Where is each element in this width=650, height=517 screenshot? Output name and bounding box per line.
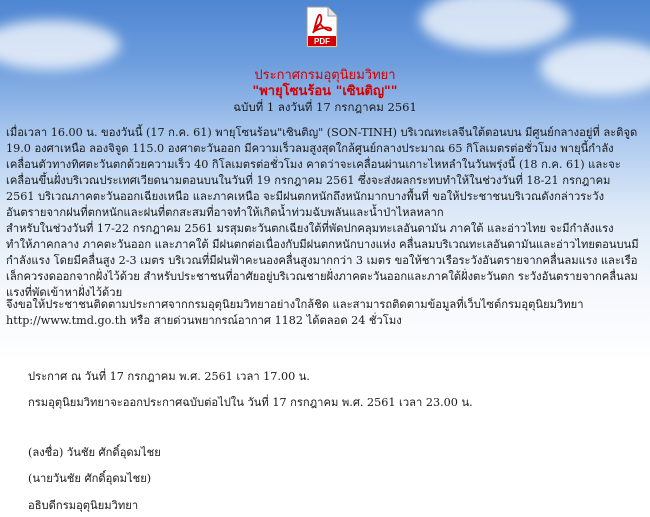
paragraph-monsoon-warning: สำหรับในช่วงวันที่ 17-22 กรกฎาคม 2561 มรสุมตะวันตกเฉียงใต้ที่พัดปกคลุมทะเลอันดามัน ภาคใต้ และอ่าวไทย จะมีกำลังแรง ทำให้ภาคกลาง ภาคตะวันออก และภาคใต้ มีฝนตกต่อเนื่องกับมีฝนตกหนักบางแห่ง คลื่นลมบริเวณทะเลอันดามันและอ่าวไทยตอนบนมีกำลังแรง โดยมีคลื่นสูง 2-3 เมตร บริเวณที่มีฝนฟ้าคะนองคลื่นสูงมากกว่า 3 เมตร ขอให้ชาวเรือระวังอันตรายจากคลื่นลมแรง และเรือเล็กควรงดออกจากฝั่งไว้ด้วย สำหรับประชาชนที่อาศัยอยู่บริเวณชายฝั่งภาคตะวันออกและภาคใต้ฝั่งตะวันตก ระวังอันตรายจากคลื่นลมแรงที่พัดเข้าหาฝั่งไว้ด้วย [6, 222, 639, 299]
storm-name-title: "พายุโซนร้อน "เซินติญ"" [252, 84, 398, 99]
pdf-label: PDF [314, 37, 330, 46]
signatory-position: อธิบดีกรมอุตุนิยมวิทยา [28, 499, 139, 512]
signature-line: (ลงชื่อ) วันชัย ศักดิ์อุดมไชย [28, 446, 161, 459]
paragraph-follow-updates: จึงขอให้ประชาชนติดตามประกาศจากกรมอุตุนิยมวิทยาอย่างใกล้ชิด และสามารถติดตามข้อมูลที่เว็บไซต์กรมอุตุนิยมวิทยา http://www.tmd.go.th หรือ สายด่วนพยากรณ์อากาศ 1182 ได้ตลอด 24 ชั่วโมง [6, 298, 584, 327]
announcement-title: ประกาศกรมอุตุนิยมวิทยา [254, 68, 396, 83]
next-announcement: กรมอุตุนิยมวิทยาจะออกประกาศฉบับต่อไปใน วันที่ 17 กรกฎาคม พ.ศ. 2561 เวลา 23.00 น. [28, 396, 473, 409]
paragraph-storm-status: เมื่อเวลา 16.00 น. ของวันนี้ (17 ก.ค. 61) พายุโซนร้อน"เซินติญ" (SON-TINH) บริเวณทะเลจีนใต้ตอนบน มีศูนย์กลางอยู่ที่ ละติจูด 19.0 องศาเหนือ ลองจิจูด 115.0 องศาตะวันออก มีความเร็วลมสูงสุดใกล้ศูนย์กลางประมาณ 65 กิโลเมตรต่อชั่วโมง พายุนี้กำลังเคลื่อนตัวทางทิศตะวันตกด้วยความเร็ว 40 กิโลเมตรต่อชั่วโมง คาดว่าจะเคลื่อนผ่านเกาะไหหลำในวันพรุ่งนี้ (18 ก.ค. 61) และจะเคลื่อนขึ้นฝั่งบริเวณประเทศเวียดนามตอนบนในวันที่ 19 กรกฎาคม 2561 ซึ่งจะส่งผลกระทบทำให้ในช่วงวันที่ 18-21 กรกฎาคม 2561 บริเวณภาคตะวันออกเฉียงเหนือ และภาคเหนือ จะมีฝนตกหนักถึงหนักมากบางพื้นที่ ขอให้ประชาชนบริเวณดังกล่าวระวังอันตรายจากฝนที่ตกหนักและฝนที่ตกสะสมที่อาจทำให้เกิดน้ำท่วมฉับพลันและน้ำป่าไหลหลาก [6, 126, 638, 219]
announced-datetime: ประกาศ ณ วันที่ 17 กรกฎาคม พ.ศ. 2561 เวลา 17.00 น. [28, 370, 310, 383]
background-cloud [420, 0, 570, 50]
issue-number: ฉบับที่ 1 ลงวันที่ 17 กรกฎาคม 2561 [233, 100, 417, 114]
pdf-download-icon[interactable] [305, 6, 339, 48]
signatory-name: (นายวันชัย ศักดิ์อุดมไชย) [28, 472, 152, 485]
background-cloud [0, 20, 120, 70]
pdf-file-icon [305, 6, 339, 48]
